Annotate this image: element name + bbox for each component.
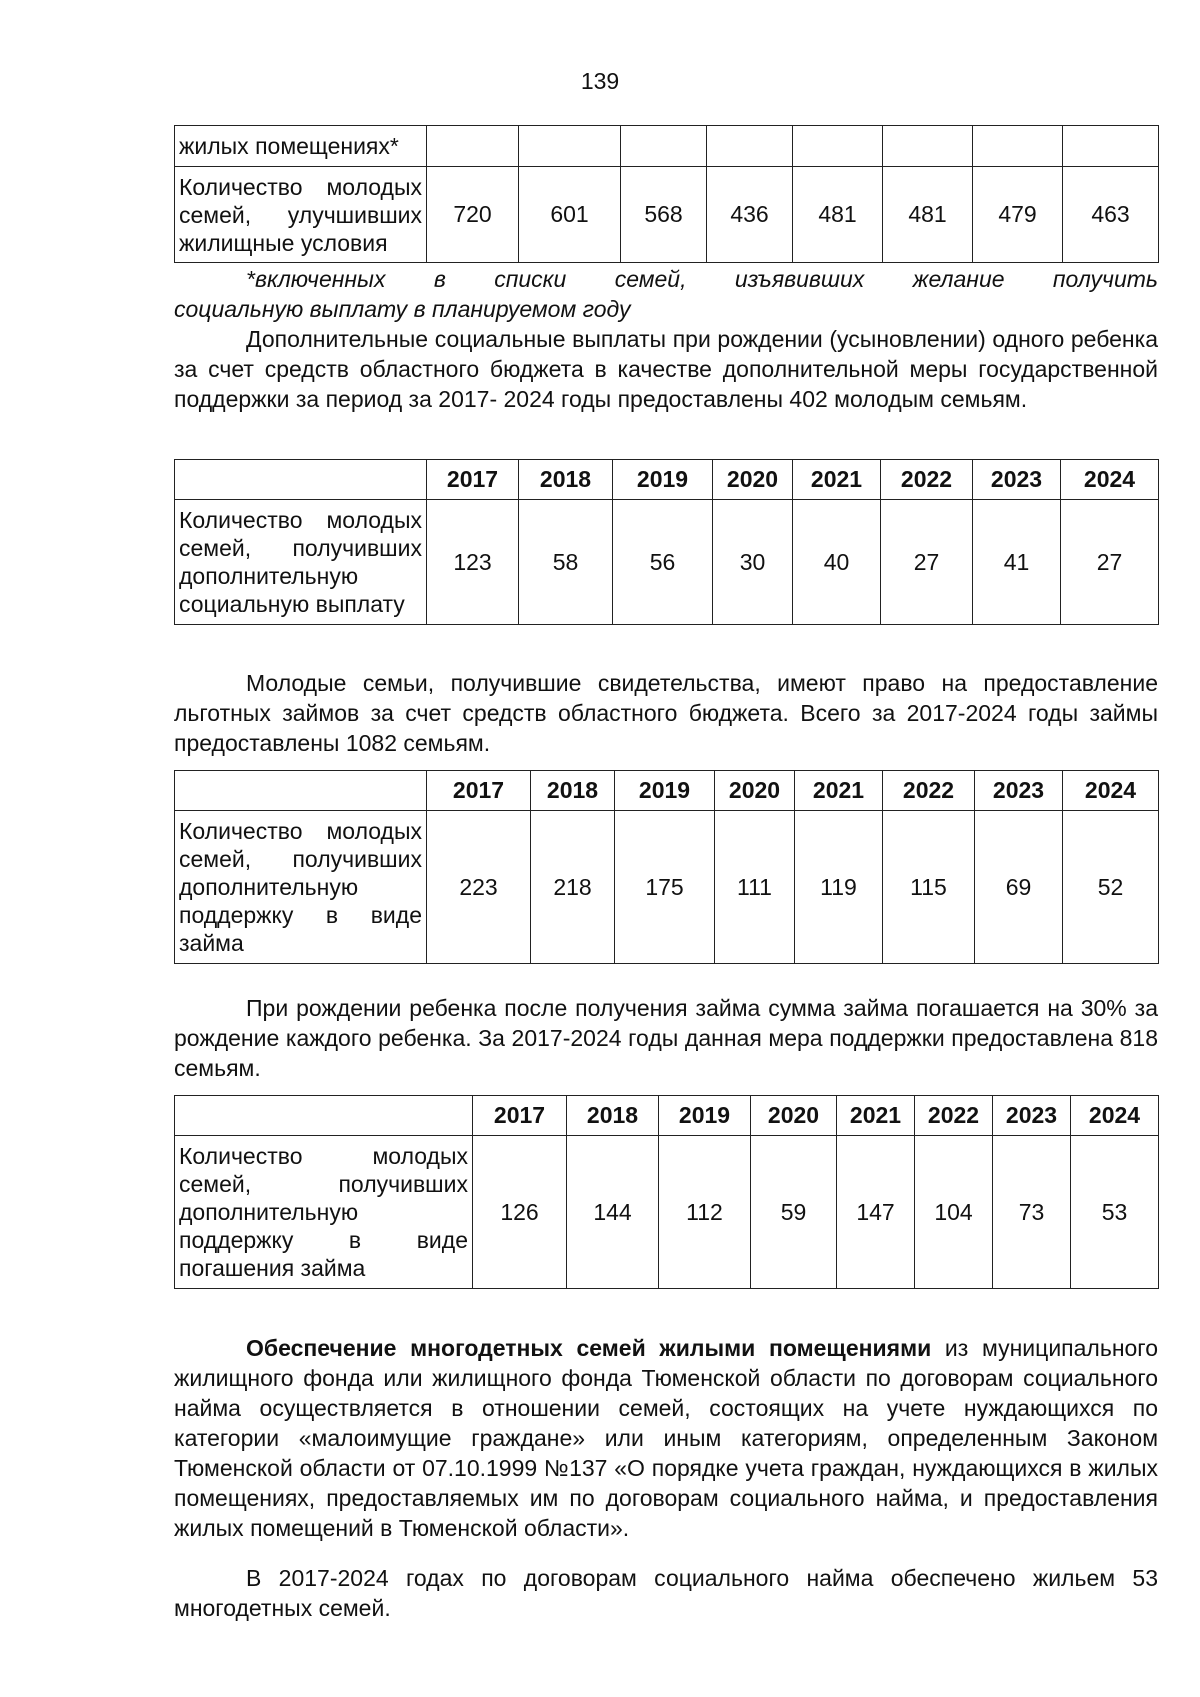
table-cell: 40 bbox=[793, 500, 881, 625]
column-header: 2018 bbox=[567, 1096, 659, 1136]
table-cell: 601 bbox=[519, 167, 621, 263]
table-row bbox=[175, 811, 1159, 964]
table-cell: 144 bbox=[567, 1136, 659, 1289]
column-header: 2021 bbox=[837, 1096, 915, 1136]
table-cell bbox=[1063, 126, 1159, 167]
table-cell: 115 bbox=[883, 811, 975, 964]
table-cell: 223 bbox=[427, 811, 531, 964]
column-header: 2024 bbox=[1071, 1096, 1159, 1136]
page-number: 139 bbox=[580, 68, 620, 94]
table-cell bbox=[973, 126, 1063, 167]
column-header: 2023 bbox=[975, 771, 1063, 811]
row-label: жилых помещениях* bbox=[175, 126, 427, 167]
table-footnote-continued: социальную выплату в планируемом году bbox=[174, 296, 631, 322]
row-label: Количество молодых семей, получивших дополнительную социальную выплату bbox=[175, 500, 427, 625]
table-cell: 568 bbox=[621, 167, 707, 263]
table-header-row bbox=[175, 1096, 1159, 1136]
column-header: 2020 bbox=[751, 1096, 837, 1136]
paragraph-body: из муниципального жилищного фонда или жилищного фонда Тюменской области по договорам социального найма осуществляется в отношении семей, состоящих на учете нуждающихся по категории «малоимущие граждане» или иным категориям, определенным Законом Тюменской области от 07.10.1999 №137 «О порядке учета граждан, нуждающихся в жилых помещениях, предоставляемых им по договорам социального найма, и предоставления жилых помещений в Тюменской области». bbox=[174, 1335, 1158, 1541]
table-cell: 479 bbox=[973, 167, 1063, 263]
table-cell: 126 bbox=[473, 1136, 567, 1289]
paragraph-loan-repayment: При рождении ребенка после получения займа сумма займа погашается на 30% за рождение каждого ребенка. За 2017-2024 годы данная мера поддержки предоставлена 818 семьям. bbox=[174, 995, 1158, 1081]
table-cell: 41 bbox=[973, 500, 1061, 625]
table-cell: 463 bbox=[1063, 167, 1159, 263]
column-header: 2018 bbox=[531, 771, 615, 811]
row-label: Количество молодых семей, улучшивших жилищные условия bbox=[175, 167, 427, 263]
table-cell: 119 bbox=[795, 811, 883, 964]
column-header: 2019 bbox=[615, 771, 715, 811]
table-loans bbox=[174, 770, 1159, 964]
column-header: 2022 bbox=[881, 460, 973, 500]
column-header: 2023 bbox=[973, 460, 1061, 500]
column-header: 2023 bbox=[993, 1096, 1071, 1136]
column-header: 2022 bbox=[915, 1096, 993, 1136]
table-cell: 112 bbox=[659, 1136, 751, 1289]
column-header: 2020 bbox=[713, 460, 793, 500]
header-empty bbox=[175, 460, 427, 500]
table-cell bbox=[793, 126, 883, 167]
table-cell: 27 bbox=[881, 500, 973, 625]
column-header: 2018 bbox=[519, 460, 613, 500]
table-cell: 175 bbox=[615, 811, 715, 964]
table-row bbox=[175, 1136, 1159, 1289]
table-cell: 111 bbox=[715, 811, 795, 964]
column-header: 2019 bbox=[613, 460, 713, 500]
table-cell: 218 bbox=[531, 811, 615, 964]
table-cell: 56 bbox=[613, 500, 713, 625]
table-cell: 53 bbox=[1071, 1136, 1159, 1289]
paragraph-lead-bold: Обеспечение многодетных семей жилыми помещениями bbox=[246, 1335, 932, 1361]
table-cell bbox=[427, 126, 519, 167]
column-header: 2021 bbox=[795, 771, 883, 811]
table-cell: 58 bbox=[519, 500, 613, 625]
table-footnote: *включенных в списки семей, изъявивших желание получить bbox=[246, 266, 1158, 292]
column-header: 2017 bbox=[427, 771, 531, 811]
table-cell bbox=[707, 126, 793, 167]
table-cell bbox=[519, 126, 621, 167]
table-cell: 30 bbox=[713, 500, 793, 625]
column-header: 2024 bbox=[1061, 460, 1159, 500]
table-cell: 481 bbox=[793, 167, 883, 263]
table-cell: 123 bbox=[427, 500, 519, 625]
column-header: 2019 bbox=[659, 1096, 751, 1136]
table-header-row bbox=[175, 771, 1159, 811]
table-header-row bbox=[175, 460, 1159, 500]
table-cell: 720 bbox=[427, 167, 519, 263]
table-cell: 59 bbox=[751, 1136, 837, 1289]
table-cell: 52 bbox=[1063, 811, 1159, 964]
table-cell bbox=[621, 126, 707, 167]
table-cell: 481 bbox=[883, 167, 973, 263]
table-cell bbox=[883, 126, 973, 167]
paragraph-large-families bbox=[174, 1333, 1158, 1543]
header-empty bbox=[175, 771, 427, 811]
table-loan-repayment bbox=[174, 1095, 1159, 1289]
column-header: 2024 bbox=[1063, 771, 1159, 811]
column-header: 2021 bbox=[793, 460, 881, 500]
row-label: Количество молодых семей, получивших дополнительную поддержку в виде погашения займа bbox=[175, 1136, 473, 1289]
column-header: 2017 bbox=[473, 1096, 567, 1136]
paragraph-summary: В 2017-2024 годах по договорам социального найма обеспечено жильем 53 многодетных семей. bbox=[174, 1565, 1158, 1621]
header-empty bbox=[175, 1096, 473, 1136]
column-header: 2020 bbox=[715, 771, 795, 811]
table-housing-improved bbox=[174, 125, 1159, 263]
table-cell: 69 bbox=[975, 811, 1063, 964]
column-header: 2022 bbox=[883, 771, 975, 811]
table-row bbox=[175, 167, 1159, 263]
table-cell: 436 bbox=[707, 167, 793, 263]
table-cell: 147 bbox=[837, 1136, 915, 1289]
table-row bbox=[175, 126, 1159, 167]
table-row bbox=[175, 500, 1159, 625]
table-cell: 73 bbox=[993, 1136, 1071, 1289]
row-label: Количество молодых семей, получивших дополнительную поддержку в виде займа bbox=[175, 811, 427, 964]
table-social-payments bbox=[174, 459, 1159, 625]
table-cell: 104 bbox=[915, 1136, 993, 1289]
table-cell: 27 bbox=[1061, 500, 1159, 625]
paragraph-social-payments: Дополнительные социальные выплаты при рождении (усыновлении) одного ребенка за счет средств областного бюджета в качестве дополнительной меры государственной поддержки за период за 2017- 2024 годы предоставлены 402 молодым семьям. bbox=[174, 326, 1158, 412]
column-header: 2017 bbox=[427, 460, 519, 500]
paragraph-loans: Молодые семьи, получившие свидетельства, имеют право на предоставление льготных займов за счет средств областного бюджета. Всего за 2017-2024 годы займы предоставлены 1082 семьям. bbox=[174, 670, 1158, 756]
